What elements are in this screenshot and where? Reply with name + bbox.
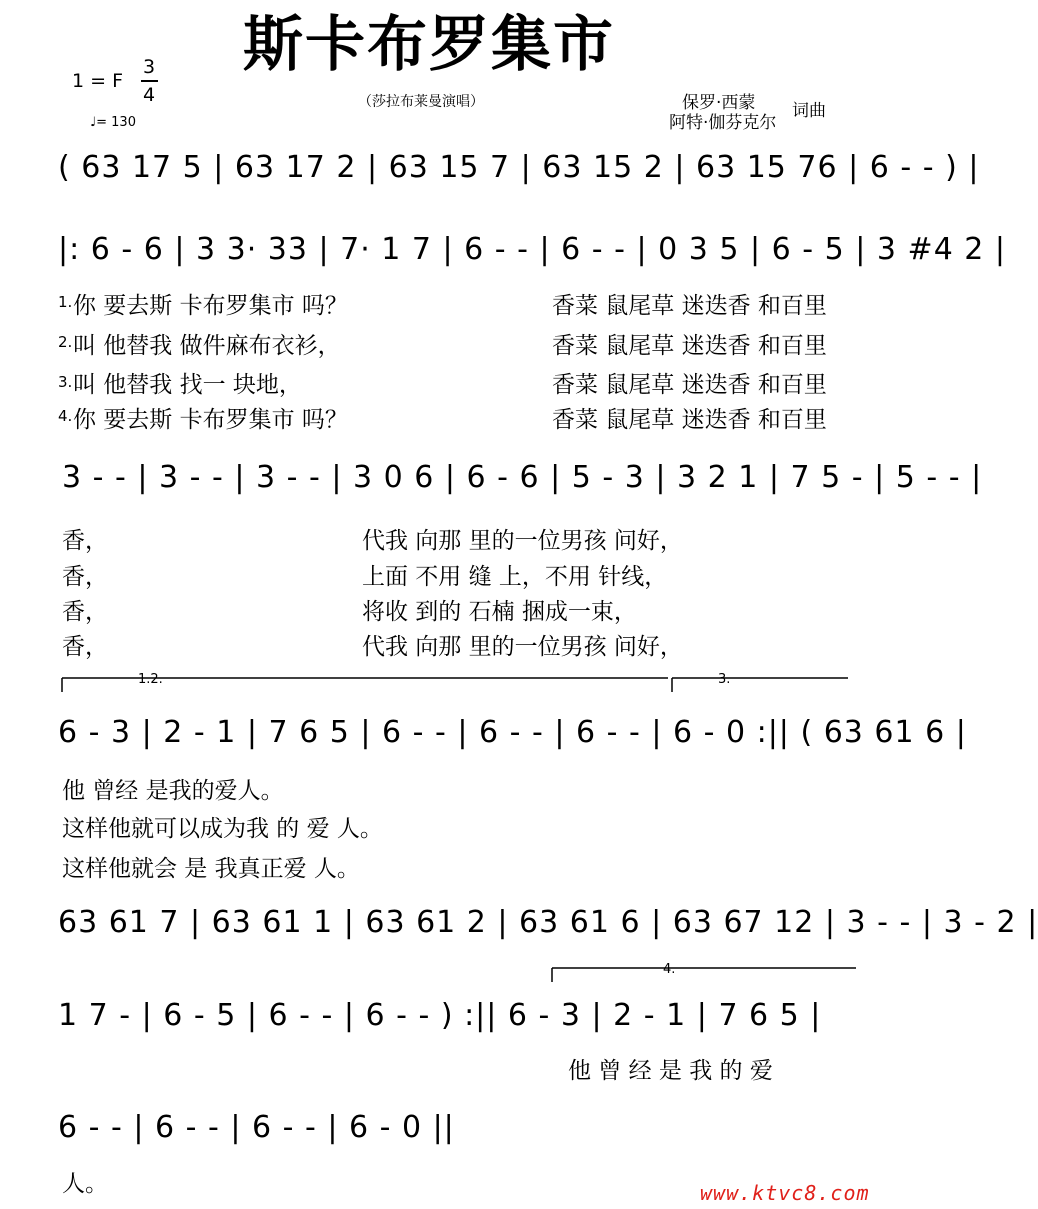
score-row-text: 6 - - | 6 - - | 6 - - | 6 - 0 || (58, 1110, 455, 1145)
lyric-line: 叫 他替我 做件麻布衣衫， (73, 333, 341, 359)
lyric-line: 这样他就会 是 我真正爱 人。 (62, 856, 360, 882)
lyric-line: 你 要去斯 卡布罗集市 吗？ (73, 293, 348, 319)
score-row-text: 1 7 - | 6 - 5 | 6 - - | 6 - - ) :|| 6 - 3 | 2 - 1 | 7 6 5 | (58, 998, 822, 1033)
lyric-line: 这样他就可以成为我 的 爱 人。 (62, 816, 383, 842)
song-title: 斯卡布罗集市 (243, 10, 615, 80)
score-row-text: 6 - 3 | 2 - 1 | 7 6 5 | 6 - - | 6 - - | 6 - - | 6 - 0 :|| ( 63 61 6 | (58, 715, 967, 750)
lyric-line: 代我 向那 里的一位男孩 问好， (362, 528, 683, 554)
score-row-coda (58, 1110, 455, 1145)
lyric-line: 你 要去斯 卡布罗集市 吗？ (73, 407, 348, 433)
score-row-verse-melody (58, 232, 1006, 267)
lyric-line: 香菜 鼠尾草 迷迭香 和百里 (552, 407, 827, 433)
performer-subtitle: （莎拉布莱曼演唱） (358, 94, 484, 110)
verse-number: 2. (58, 333, 73, 351)
lyric-line: 香， (62, 634, 108, 660)
score-row-text: ( 63 17 5 | 63 17 2 | 63 15 7 | 63 15 2 | 63 15 76 | 6 - - ) | (58, 150, 980, 185)
score-row-chorus (62, 460, 982, 495)
verse-number: 1. (58, 293, 73, 311)
volta-bracket-4 (548, 962, 858, 986)
watermark: www.ktvc8.com (700, 1181, 870, 1205)
volta-label-1-2: 1.2. (138, 672, 163, 687)
score-row-text: |: 6 - 6 | 3 3· 33 | 7· 1 7 | 6 - - | 6 - - | 0 3 5 | 6 - 5 | 3 #4 2 | (58, 232, 1007, 267)
lyric-line: 他 曾经 是我的爱人。 (62, 778, 284, 804)
lyric-line: 代我 向那 里的一位男孩 问好， (362, 634, 683, 660)
lyric-line: 香菜 鼠尾草 迷迭香 和百里 (552, 293, 827, 319)
score-row-text: 63 61 7 | 63 61 1 | 63 61 2 | 63 61 6 | 63 67 12 | 3 - - | 3 - 2 | (58, 905, 1038, 940)
volta-label-3: 3. (718, 672, 731, 687)
time-signature-numerator: 3 (143, 56, 156, 78)
score-row-intro (58, 150, 979, 185)
lyric-line: 香， (62, 528, 108, 554)
lyric-line: 香菜 鼠尾草 迷迭香 和百里 (552, 372, 827, 398)
score-row-final (58, 998, 821, 1033)
verse-number: 3. (58, 373, 73, 391)
score-row-interlude (58, 905, 1038, 940)
score-row-ending (58, 715, 967, 750)
composer-2: 阿特·伽芬克尔 (669, 113, 777, 133)
composer-1: 保罗·西蒙 (682, 93, 756, 113)
verse-number: 4. (58, 407, 73, 425)
tempo-marking: ♩= 130 (90, 115, 136, 130)
key-signature: 1 = F (72, 70, 124, 92)
time-signature-denominator: 4 (143, 84, 156, 106)
lyric-line: 叫 他替我 找一 块地， (73, 372, 302, 398)
lyric-line: 香， (62, 564, 108, 590)
lyric-line: 将收 到的 石楠 捆成一束， (362, 599, 637, 625)
lyric-line: 人。 (62, 1171, 108, 1197)
time-signature-divider (141, 80, 158, 82)
lyric-line: 香， (62, 599, 108, 625)
composer-role: 词曲 (792, 101, 826, 121)
lyric-line: 香菜 鼠尾草 迷迭香 和百里 (552, 333, 827, 359)
score-row-text: 3 - - | 3 - - | 3 - - | 3 0 6 | 6 - 6 | 5 - 3 | 3 2 1 | 7 5 - | 5 - - | (62, 460, 983, 495)
lyric-line: 他 曾 经 是 我 的 爱 (568, 1058, 773, 1084)
lyric-line: 上面 不用 缝 上，不用 针线， (362, 564, 668, 590)
volta-label-4: 4. (663, 962, 676, 977)
